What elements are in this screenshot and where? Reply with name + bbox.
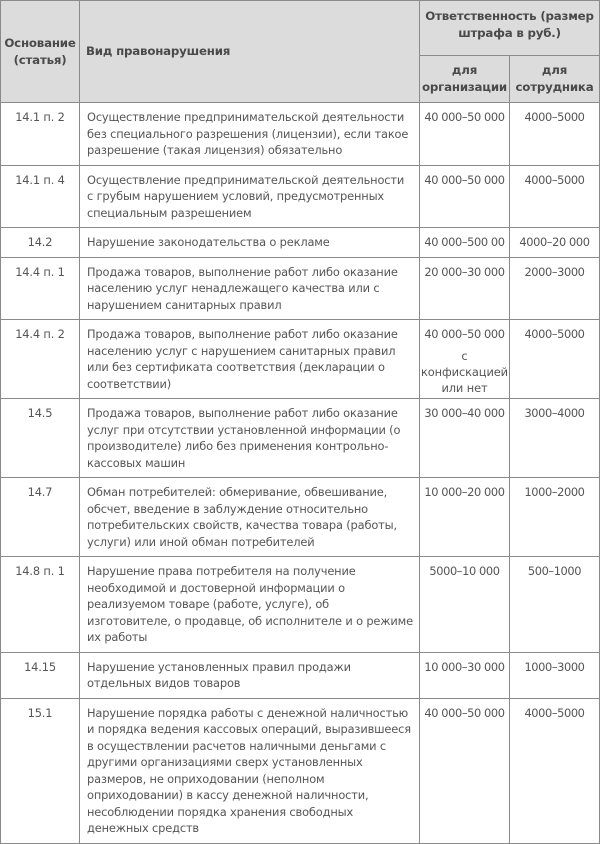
basis-cell: 14.2 xyxy=(1,228,80,258)
employee-fine-cell: 4000–5000 xyxy=(510,165,600,228)
kind-cell: Продажа товаров, выполнение работ либо оказание услуг при отсутствии установленной информации (о производителе) либо без применения контрольно-кассовых машин xyxy=(80,399,420,478)
table-row xyxy=(1,478,600,557)
basis-cell: 15.1 xyxy=(1,698,80,843)
table-row xyxy=(1,228,600,258)
kind-cell: Нарушение права потребителя на получение необходимой и достоверной информации о реализуемом товаре (работе, услуге), об изготовителе, о продавце, об исполнителе и о режиме их работы xyxy=(80,557,420,653)
table-row xyxy=(1,698,600,843)
org-fine-cell: 40 000–50 000 xyxy=(420,103,510,166)
table-row xyxy=(1,257,600,320)
org-fine-cell: 10 000–20 000 xyxy=(420,478,510,557)
header-row xyxy=(1,1,600,56)
basis-cell: 14.5 xyxy=(1,399,80,478)
org-fine-cell: 40 000–500 00 xyxy=(420,228,510,258)
org-fine-cell: 30 000–40 000 xyxy=(420,399,510,478)
basis-cell: 14.1 п. 4 xyxy=(1,165,80,228)
table-row xyxy=(1,399,600,478)
org-fine-cell: 20 000–30 000 xyxy=(420,257,510,320)
table-row xyxy=(1,165,600,228)
org-fine-cell: 10 000–30 000 xyxy=(420,652,510,698)
basis-cell: 14.4 п. 1 xyxy=(1,257,80,320)
table-row xyxy=(1,103,600,166)
org-fine-note: с конфискацией или нет xyxy=(421,348,508,395)
basis-cell: 14.8 п. 1 xyxy=(1,557,80,653)
employee-fine-cell: 3000–4000 xyxy=(510,399,600,478)
table-row xyxy=(1,320,600,399)
employee-fine-cell: 500–1000 xyxy=(510,557,600,653)
basis-cell: 14.7 xyxy=(1,478,80,557)
header-for-org: для организации xyxy=(420,56,510,103)
basis-cell: 14.15 xyxy=(1,652,80,698)
table-row xyxy=(1,557,600,653)
org-fine-cell: 40 000–50 000 xyxy=(420,698,510,843)
org-fine-value: 40 000–50 000 xyxy=(424,327,505,341)
basis-cell: 14.1 п. 2 xyxy=(1,103,80,166)
kind-cell: Нарушение установленных правил продажи отдельных видов товаров xyxy=(80,652,420,698)
employee-fine-cell: 1000–3000 xyxy=(510,652,600,698)
kind-cell: Продажа товаров, выполнение работ либо оказание населению услуг ненадлежащего качества или с нарушением санитарных правил xyxy=(80,257,420,320)
header-basis: Основание (статья) xyxy=(1,1,80,103)
employee-fine-cell: 4000–5000 xyxy=(510,698,600,843)
kind-cell: Нарушение законодательства о рекламе xyxy=(80,228,420,258)
org-fine-cell: 40 000–50 000 xyxy=(420,165,510,228)
kind-cell: Нарушение порядка работы с денежной наличностью и порядка ведения кассовых операций, выразившееся в осуществлении расчетов наличными деньгами с другими организациями сверх установленных размеров, не оприходовании (неполном оприходовании) в кассу денежной наличности, несоблюдении порядка хранения свободных денежных средств xyxy=(80,698,420,843)
employee-fine-cell: 4000–5000 xyxy=(510,320,600,399)
header-kind: Вид правонарушения xyxy=(80,1,420,103)
employee-fine-cell: 2000–3000 xyxy=(510,257,600,320)
kind-cell: Продажа товаров, выполнение работ либо оказание населению услуг с нарушением санитарных правил или без сертификата соответствия (декларации о соответствии) xyxy=(80,320,420,399)
kind-cell: Осуществление предпринимательской деятельности с грубым нарушением условий, предусмотренных специальным разрешением xyxy=(80,165,420,228)
org-fine-cell xyxy=(420,320,510,399)
org-fine-cell: 5000–10 000 xyxy=(420,557,510,653)
kind-cell: Осуществление предпринимательской деятельности без специального разрешения (лицензии), если такое разрешение (такая лицензия) обязательно xyxy=(80,103,420,166)
header-responsibility: Ответственность (размер штрафа в руб.) xyxy=(420,1,600,56)
employee-fine-cell: 4000–20 000 xyxy=(510,228,600,258)
header-for-employee: для сотрудника xyxy=(510,56,600,103)
employee-fine-cell: 1000–2000 xyxy=(510,478,600,557)
kind-cell: Обман потребителей: обмеривание, обвешивание, обсчет, введение в заблуждение относительно потребительских свойств, качества товара (работы, услуги) или иной обман потребителей xyxy=(80,478,420,557)
basis-cell: 14.4 п. 2 xyxy=(1,320,80,399)
table-row xyxy=(1,652,600,698)
employee-fine-cell: 4000–5000 xyxy=(510,103,600,166)
